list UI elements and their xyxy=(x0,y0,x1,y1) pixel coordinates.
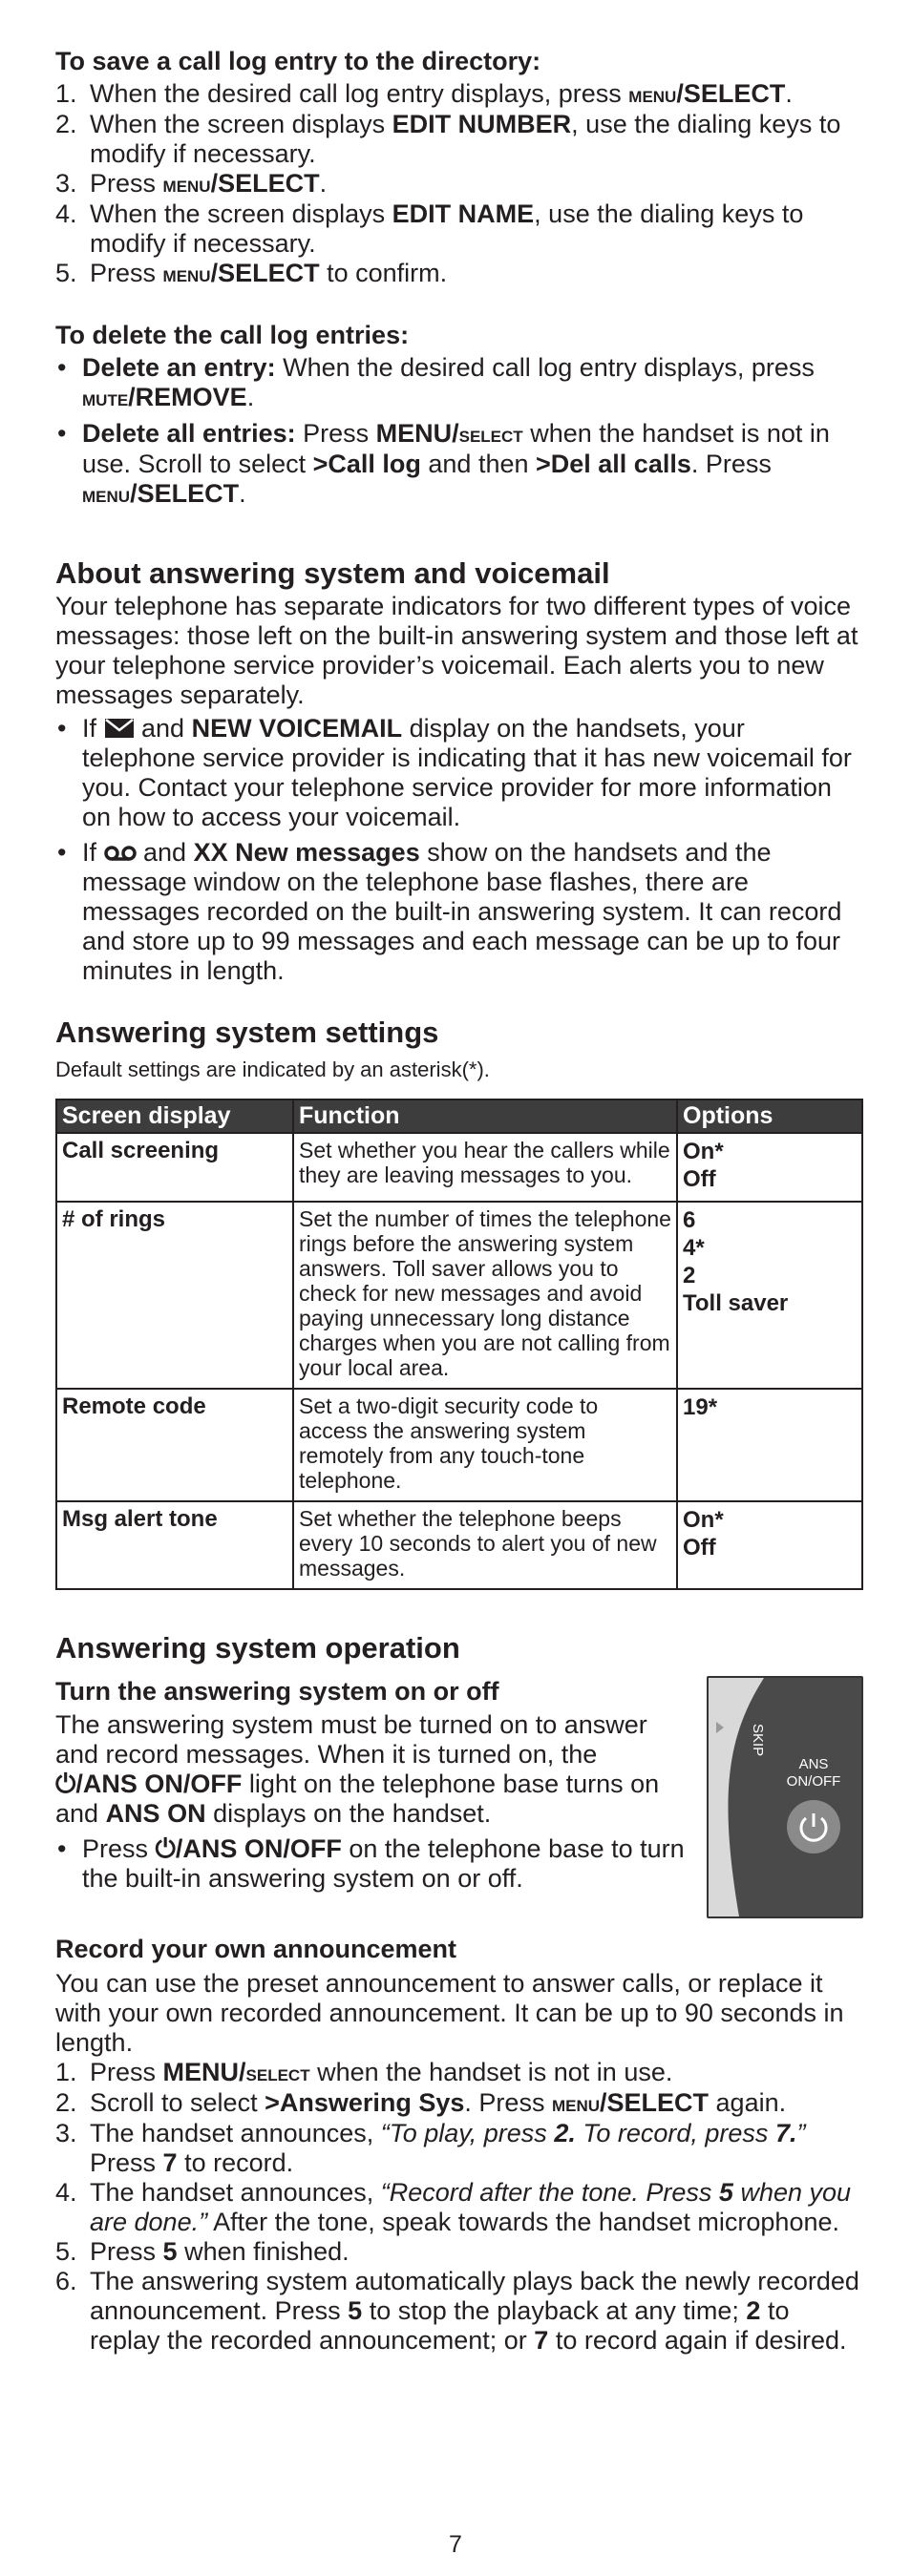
text-run: 7. xyxy=(774,2119,797,2147)
text-run: ” xyxy=(796,2119,806,2147)
text-run: 5 xyxy=(718,2178,733,2207)
list-item: • Delete all entries: Press MENU/select when the handset is not in use. Scroll to select >Call log and then >Del all calls. Press menu/SELECT. xyxy=(57,419,830,508)
screen-display-cell: Call screening xyxy=(56,1133,293,1202)
text-run: when you are done.” xyxy=(90,2178,852,2236)
function-cell: Set whether you hear the callers while they are leaving messages to you. xyxy=(293,1133,677,1202)
text-run: Press xyxy=(90,2148,163,2177)
option-value: Toll saver xyxy=(683,1290,789,1316)
about-intro: Your telephone has separate indicators for two different types of voice messages: those left on the built-in answering system and those left at your telephone service provider’s voicemail. Each alerts you to new messages separately. xyxy=(55,592,858,709)
function-cell: Set the number of times the telephone rings before the answering system answers. Toll saver allows you to check for new messages and avoid paying unnecessary long distance charges when you are not calling from your local area. xyxy=(293,1202,677,1389)
step-item xyxy=(55,259,863,289)
text-run: . xyxy=(239,479,246,508)
text-run: Press xyxy=(90,2237,163,2266)
text-run: and then xyxy=(420,450,536,478)
envelope-icon xyxy=(104,714,135,743)
settings-table-body xyxy=(56,1133,862,1589)
options-cell xyxy=(677,1389,862,1501)
onoff-bullet: • Press ⏻/ANS ON/OFF on the telephone base to turn the built-in answering system on or off. xyxy=(57,1834,685,1893)
text-run: when the handset is not in use. Scroll to select xyxy=(82,419,830,478)
text-run: EDIT NUMBER xyxy=(392,110,572,138)
text-run: When the desired call log entry displays, press xyxy=(275,353,815,382)
text-run: When the desired call log entry displays, press xyxy=(90,79,629,108)
step-number: 3. xyxy=(55,169,77,198)
table-header-row xyxy=(56,1100,862,1133)
text-run: ⏻/ANS ON/OFF xyxy=(55,1770,243,1798)
ans-label: ANS xyxy=(798,1756,829,1772)
text-run: ANS ON xyxy=(105,1799,206,1828)
text-run: displays on the handset. xyxy=(205,1799,492,1828)
option-value: 2 xyxy=(683,1263,696,1288)
text-run: , use the dialing keys to modify if necessary. xyxy=(90,199,804,258)
step-item xyxy=(55,199,863,259)
text-run: to replay the recorded announcement; or xyxy=(90,2296,790,2355)
step-item xyxy=(55,79,863,110)
text-run: Press xyxy=(82,1834,156,1863)
on-off-label: ON/OFF xyxy=(786,1773,841,1790)
text-run: 5 xyxy=(162,2237,178,2266)
about-heading: About answering system and voicemail xyxy=(55,556,610,590)
onoff-heading: Turn the answering system on or off xyxy=(55,1677,499,1706)
text-run: Press xyxy=(90,169,163,198)
step-number: 4. xyxy=(55,199,77,228)
record-heading: Record your own announcement xyxy=(55,1935,457,1963)
text-run: to confirm. xyxy=(319,259,448,287)
option-value: On* xyxy=(683,1507,724,1533)
table-row xyxy=(56,1133,862,1202)
step-number: 1. xyxy=(55,2058,77,2086)
power-button[interactable] xyxy=(787,1800,840,1853)
option-value: Off xyxy=(683,1535,716,1560)
text-run: . xyxy=(246,383,255,411)
step-number: 2. xyxy=(55,110,77,138)
text-run: >Del all calls xyxy=(536,450,691,478)
step-item xyxy=(55,2119,863,2178)
function-cell: Set whether the telephone beeps every 10 seconds to alert you of new messages. xyxy=(293,1501,677,1589)
text-run: Press xyxy=(90,2058,163,2086)
text-run: when finished. xyxy=(177,2237,350,2266)
text-run: mute xyxy=(82,386,129,411)
table-row xyxy=(56,1202,862,1389)
text-run: /SELECT xyxy=(210,169,320,198)
voicemail-tape-icon xyxy=(104,838,137,867)
save-log-steps xyxy=(55,79,863,289)
function-cell: Set a two-digit security code to access the answering system remotely from any touch-tone telephone. xyxy=(293,1389,677,1501)
step-item xyxy=(55,110,863,169)
text-run: menu xyxy=(628,82,677,108)
text-run: , use the dialing keys to modify if necessary. xyxy=(90,110,841,168)
step-number: 1. xyxy=(55,79,77,108)
text-run: to record again if desired. xyxy=(548,2326,847,2355)
screen-display-cell: # of rings xyxy=(56,1202,293,1389)
onoff-paragraph xyxy=(55,1710,686,1829)
column-header: Function xyxy=(293,1100,677,1133)
option-value: Off xyxy=(683,1166,716,1192)
text-run: >Call log xyxy=(312,450,421,478)
text-run: /SELECT xyxy=(130,479,240,508)
screen-display-cell: Remote code xyxy=(56,1389,293,1501)
text-run: on the telephone base to turn the built-in answering system on or off. xyxy=(82,1834,685,1893)
step-number: 5. xyxy=(55,2237,77,2266)
record-intro: You can use the preset announcement to answer calls, or replace it with your own recorded announcement. It can be up to 90 seconds in length. xyxy=(55,1969,844,2057)
text-run: EDIT NAME xyxy=(392,199,535,228)
text-run: “Record after the tone. Press xyxy=(380,2178,719,2207)
text-run: “To play, press xyxy=(380,2119,555,2147)
step-item xyxy=(55,2178,863,2237)
options-cell xyxy=(677,1133,862,1202)
screen-display-cell: Msg alert tone xyxy=(56,1501,293,1589)
text-run: 7 xyxy=(162,2148,178,2177)
text-run: Press xyxy=(295,419,376,448)
delete-log-bullets xyxy=(55,353,863,510)
list-item: • Delete an entry: When the desired call log entry displays, press mute/REMOVE. xyxy=(57,353,815,411)
text-run: MENU/ xyxy=(162,2058,246,2086)
text-run: /REMOVE xyxy=(128,383,247,411)
save-log-heading: To save a call log entry to the directory: xyxy=(55,47,541,75)
onoff-section xyxy=(55,1676,863,1920)
settings-heading: Answering system settings xyxy=(55,1016,439,1049)
text-run: . xyxy=(785,79,793,108)
text-run: . Press xyxy=(690,450,772,478)
text-run: . Press xyxy=(464,2088,552,2117)
text-run: 2. xyxy=(554,2119,576,2147)
option-value: 4* xyxy=(683,1235,705,1261)
column-header: Options xyxy=(677,1100,862,1133)
step-item xyxy=(55,2058,863,2088)
text-run: to record. xyxy=(177,2148,294,2177)
text-run: Delete an entry: xyxy=(82,353,276,382)
text-run: menu xyxy=(82,482,131,508)
text-run: 5 xyxy=(348,2296,363,2325)
text-run: The answering system automatically plays back the newly recorded announcement. Press xyxy=(90,2267,859,2325)
text-run: when the handset is not in use. xyxy=(309,2058,673,2086)
option-value: On* xyxy=(683,1139,724,1164)
text-run: MENU/ xyxy=(375,419,459,448)
text-run: 7 xyxy=(534,2326,549,2355)
step-number: 2. xyxy=(55,2088,77,2117)
text-run: select xyxy=(245,2061,310,2086)
text-run: 2 xyxy=(746,2296,761,2325)
text-run: again. xyxy=(709,2088,787,2117)
text-run: menu xyxy=(162,172,211,198)
settings-table xyxy=(55,1099,863,1590)
onoff-bullets xyxy=(55,1834,686,1894)
page-number: 7 xyxy=(449,2531,462,2558)
text-run: /SELECT xyxy=(676,79,786,108)
option-value: 6 xyxy=(683,1207,696,1233)
option-value: 19* xyxy=(683,1394,718,1420)
text-run: The handset announces, xyxy=(90,2119,381,2147)
text-run: >Answering Sys xyxy=(265,2088,465,2117)
page-content xyxy=(55,46,863,2356)
text-run: Scroll to select xyxy=(90,2088,265,2117)
text-run: menu xyxy=(551,2091,601,2117)
text-run: The answering system must be turned on to answer and record messages. When it is turned on, the xyxy=(55,1710,647,1769)
text-run: . xyxy=(319,169,328,198)
step-number: 5. xyxy=(55,259,77,287)
step-item xyxy=(55,2267,863,2356)
text-run: ⏻/ANS ON/OFF xyxy=(155,1834,342,1863)
text-run: /SELECT xyxy=(210,259,320,287)
text-run: When the screen displays xyxy=(90,199,392,228)
text-run: The handset announces, xyxy=(90,2178,381,2207)
step-number: 4. xyxy=(55,2178,77,2207)
text-run: To record, press xyxy=(575,2119,775,2147)
options-cell xyxy=(677,1202,862,1389)
step-item xyxy=(55,2088,863,2119)
text-run: menu xyxy=(162,262,211,287)
table-row xyxy=(56,1501,862,1589)
record-steps xyxy=(55,2058,863,2356)
telephone-base-panel xyxy=(707,1676,863,1918)
step-item xyxy=(55,169,863,199)
column-header: Screen display xyxy=(56,1100,293,1133)
text-run: Delete all entries: xyxy=(82,419,296,448)
text-run: When the screen displays xyxy=(90,110,392,138)
text-run: light on the telephone base turns on and xyxy=(55,1770,660,1828)
settings-note: Default settings are indicated by an asterisk(*). xyxy=(55,1058,490,1081)
text-run: select xyxy=(458,422,523,448)
text-run: to stop the playback at any time; xyxy=(362,2296,747,2325)
skip-label: SKIP xyxy=(750,1724,766,1757)
step-number: 3. xyxy=(55,2119,77,2147)
step-item xyxy=(55,2237,863,2267)
power-icon xyxy=(787,1841,840,1857)
options-cell xyxy=(677,1501,862,1589)
answering-messages-bullet: • If and XX New messages show on the handsets and the message window on the telephone base flashes, there are messages recorded on the built-in answering system. It can record and store up to 99 messages and each message can be up to four minutes in length. xyxy=(57,838,842,985)
text-run: Press xyxy=(90,259,163,287)
table-row xyxy=(56,1389,862,1501)
operation-heading: Answering system operation xyxy=(55,1631,460,1665)
text-run: After the tone, speak towards the handset microphone. xyxy=(207,2208,840,2236)
delete-log-heading: To delete the call log entries: xyxy=(55,321,410,349)
voicemail-bullet: • If and NEW VOICEMAIL display on the handsets, your telephone service provider is indicating that it has new voicemail for you. Contact your telephone service provider for more information on how to access your voicemail. xyxy=(57,714,852,831)
about-bullets xyxy=(55,714,863,986)
text-run: /SELECT xyxy=(600,2088,710,2117)
step-number: 6. xyxy=(55,2267,77,2295)
